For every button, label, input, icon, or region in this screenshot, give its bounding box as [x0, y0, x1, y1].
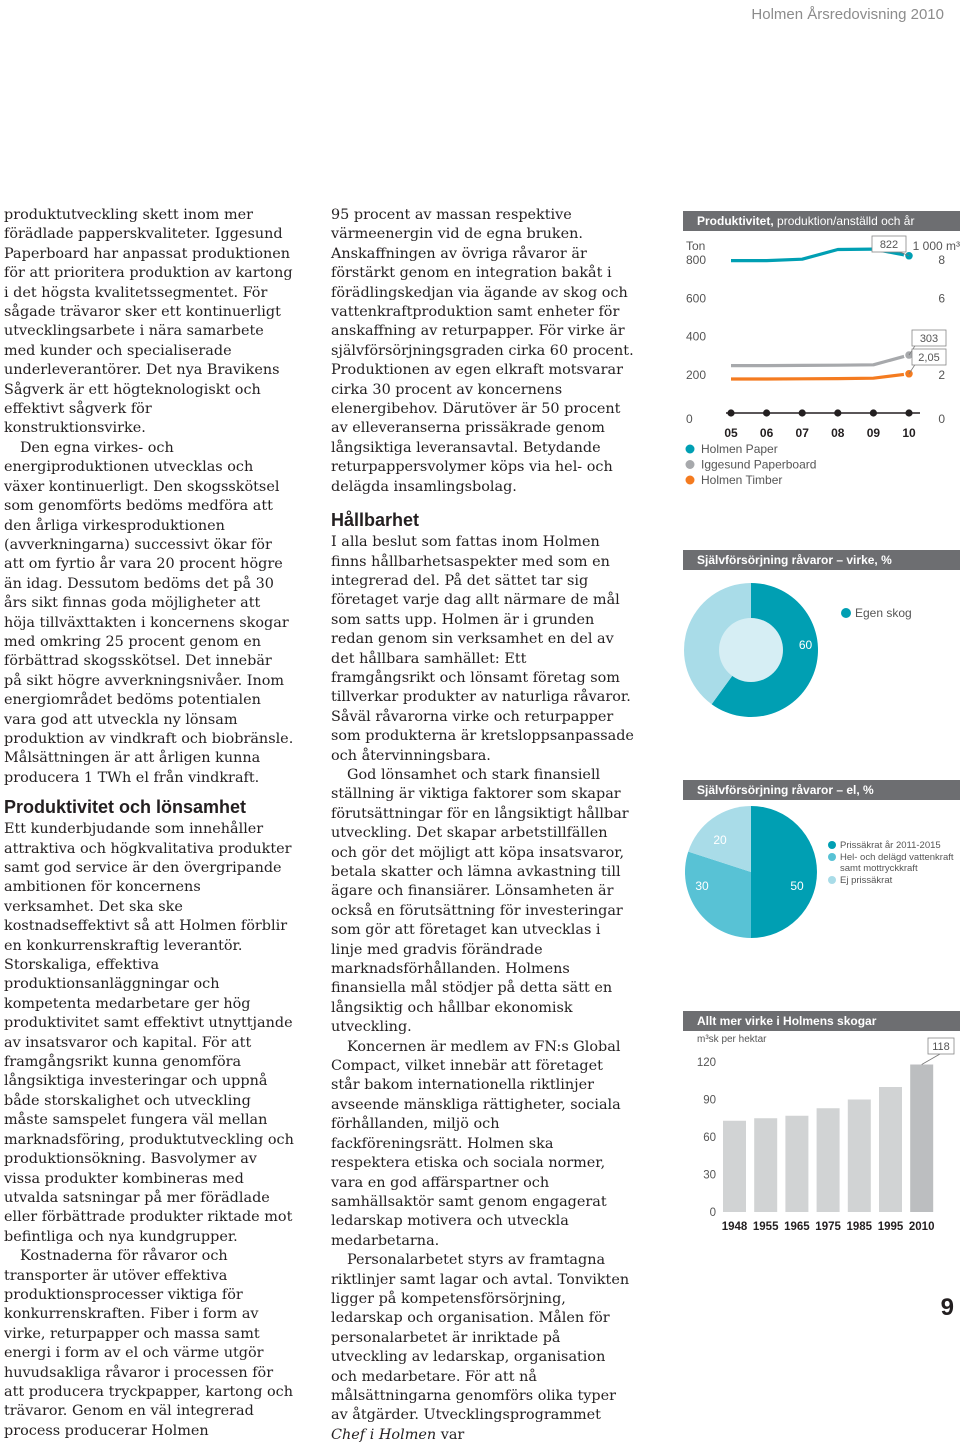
- paragraph: Kostnaderna för råvaror och transporter är utöver effektiva produktionsprocesser viktiga för konkurrenskraften. Fiber i form av virke, returpapper och massa samt energi i form av el och värme utgör huvudsakliga råvaror i processen för att producera tryckpapper, kartong och trävaror. Genom en väl integrerad process producerar Holmen: [4, 1247, 294, 1441]
- paragraph: Den egna virkes- och energiproduktionen utvecklas och växer kontinuerligt. Den skogsskötsel som genomförts bedöms medföra att den årliga virkesproduktionen (avverkningarna) successivt ökar för att om fyrtio år vara 20 procent högre än idag. Dessutom bedöms det på 30 års sikt finnas goda möjligheter att höja tillväxttakten i koncernens skogar med omkring 25 procent genom en förbättrad skogsskötsel. Det innebär på sikt högre avverkningsnivåer. Inom energiområdet bedöms potentialen vara god att utveckla ny lönsam produktion av vindkraft och biobränsle. Målsättningen är att årligen kunna producera 1 TWh el från vindkraft.: [4, 439, 294, 788]
- x-axis-dot: [727, 409, 734, 416]
- y-tick-label: 30: [703, 1170, 716, 1182]
- bar: [910, 1065, 933, 1213]
- y-tick-label: 0: [710, 1207, 716, 1219]
- x-tick-label: 2010: [909, 1221, 935, 1233]
- document-header-title: Holmen Årsredovisning 2010: [751, 6, 944, 23]
- section-heading-produktivitet: Produktivitet och lönsamhet: [4, 796, 294, 818]
- pie-slice-label: 50: [790, 879, 804, 893]
- legend-label: Ej prissäkrat: [840, 875, 893, 886]
- bar: [817, 1108, 840, 1212]
- x-tick-label: 09: [867, 426, 881, 440]
- y-tick-right: 2: [938, 368, 945, 382]
- legend-label: Holmen Paper: [701, 442, 778, 456]
- x-tick-label: 1975: [815, 1221, 841, 1233]
- bar-value-label: 118: [932, 1041, 950, 1053]
- legend-marker: [841, 608, 851, 618]
- chart-title-text: Allt mer virke i Holmens skogar: [697, 1014, 876, 1028]
- legend-marker: [686, 476, 695, 485]
- legend-marker: [686, 445, 695, 454]
- paragraph: produktutveckling skett inom mer förädlade papperskvaliteter. Iggesund Paperboard har anpassat produktionen för att prioritera produktion av kartong i det högsta kvalitetssegmentet. För sågade trävaror sker ett kontinuerligt utvecklingsarbete i nära samarbete med kunder och specialiserade underleverantörer. Det nya Bravikens Sågverk är ett högteknologiskt och effektivt sågverk för konstruktionsvirke.: [4, 206, 294, 439]
- legend-label: Iggesund Paperboard: [701, 458, 816, 472]
- y-tick-label: 60: [703, 1132, 716, 1144]
- paragraph-text: Personalarbetet styrs av framtagna riktlinjer samt lagar och avtal. Tonvikten ligger på kompetensförsörjning, ledarskap och organisation. Målen för personalarbetet är inriktade på utveckling av ledarskap, organisation och medarbetare. För att nå målsättningarna genomförs olika typer av åtgärder. Utvecklingsprogrammet: [331, 1252, 629, 1423]
- paragraph: Ett kunderbjudande som innehåller attraktiva och högkvalitativa produkter samt god service är den övergripande ambitionen för koncernens verksamhet. Det ska ske kostnadseffektivt så att Holmen förblir en konkurrenskraftig leverantör. Storskaliga, effektiva produktionsanläggningar och kompetenta medarbetare ger hög produktivitet samt effektivt utnyttjande av insatsvaror och kapital. För att framgångsrikt kunna genomföra långsiktiga investeringar och uppnå både storskalighet och utveckling måste samspelet fungera väl mellan marknadsföring, produktutveckling och produktionsökning. Basvolymer av vissa produkter kombineras med utvalda satsningar på mer förädlade eller förbättrade produkter riktade mot befintliga och nya kundgrupper.: [4, 820, 294, 1247]
- x-tick-label: 1948: [722, 1221, 748, 1233]
- chart-title-bold: Produktivitet,: [697, 214, 774, 228]
- x-tick-label: 1965: [784, 1221, 810, 1233]
- series-end-label: 822: [880, 239, 898, 251]
- bar: [848, 1100, 871, 1213]
- bar: [723, 1121, 746, 1212]
- legend-label: Prissäkrat år 2011-2015: [840, 840, 941, 851]
- legend-label: Hel- och delägd vattenkraft: [840, 852, 954, 863]
- chart-title-text: Självförsörjning råvaror – virke, %: [697, 553, 892, 567]
- productivity-line-chart: [686, 236, 960, 487]
- x-axis-dot: [834, 409, 841, 416]
- section-heading-hallbarhet: Hållbarhet: [331, 509, 634, 531]
- paragraph-text: var: [436, 1427, 464, 1443]
- legend-label: Egen skog: [855, 606, 912, 620]
- paragraph: God lönsamhet och stark finansiell ställning är viktiga faktorer som skapar förutsättningar för en långsiktigt hållbar utveckling. Det skapar arbetstillfällen och gör det möjligt att köpa insatsvaror, betala skatter och lämna avkastning till ägare och finansiärer. Lönsamheten är också en förutsättning för investeringar som gör att företaget kan utvecklas i linje med gradvis förändrade marknadsförhållanden. Holmens finansiella mål stödjer på detta sätt en långsiktig och hållbar ekonomisk utveckling.: [331, 766, 634, 1038]
- x-tick-label: 05: [724, 426, 738, 440]
- x-axis-dot: [799, 409, 806, 416]
- y-axis-label-right: 1 000 m³: [913, 239, 960, 253]
- x-tick-label: 1955: [753, 1221, 779, 1233]
- x-axis-dot: [905, 409, 912, 416]
- series-line: [731, 374, 909, 379]
- y-tick-right: 0: [938, 412, 945, 426]
- page-number: 9: [941, 1294, 954, 1322]
- pie-center: [719, 618, 783, 682]
- legend-label: samt mottryckkraft: [840, 863, 918, 874]
- chart-title-rest: produktion/anställd och år: [774, 214, 915, 228]
- x-tick-label: 06: [760, 426, 774, 440]
- chart-title-text: Självförsörjning råvaror – el, %: [697, 783, 874, 797]
- x-tick-label: 1995: [878, 1221, 904, 1233]
- legend-marker: [828, 841, 836, 849]
- paragraph: Koncernen är medlem av FN:s Global Compact, vilket innebär att företaget står bakom internationella riktlinjer avseende mänskliga rättigheter, sociala förhållanden, miljö och fackföreningsrätt. Holmen ska respektera etiska och sociala normer, vara en god affärspartner och samhällsaktör samt genom engagerat ledarskap motivera och utveckla medarbetarna.: [331, 1038, 634, 1251]
- pie-slice-label: 30: [695, 879, 709, 893]
- legend-marker: [828, 876, 836, 884]
- legend-label: Holmen Timber: [701, 473, 782, 487]
- y-tick-label: 90: [703, 1095, 716, 1107]
- series-end-label: 2,05: [918, 352, 939, 364]
- pie-slice-label: 60: [799, 638, 813, 652]
- program-name: Chef i Holmen: [331, 1427, 436, 1443]
- bar: [754, 1118, 777, 1212]
- x-axis-dot: [870, 409, 877, 416]
- y-tick-left: 0: [686, 412, 693, 426]
- series-end-label: 303: [920, 333, 938, 345]
- y-tick-label: 120: [697, 1057, 716, 1069]
- wood-self-sufficiency-pie: [684, 583, 912, 717]
- callout-leader: [922, 1054, 940, 1065]
- x-tick-label: 10: [902, 426, 916, 440]
- x-axis-dot: [763, 409, 770, 416]
- bar: [879, 1087, 902, 1212]
- legend-marker: [828, 853, 836, 861]
- y-tick-left: 400: [686, 330, 706, 344]
- legend-marker: [686, 460, 695, 469]
- y-axis-label: m³sk per hektar: [697, 1034, 767, 1045]
- series-line: [731, 355, 909, 366]
- x-tick-label: 07: [796, 426, 810, 440]
- paragraph: 95 procent av massan respektive värmeenergin vid de egna bruken. Anskaffningen av övriga råvaror är förstärkt genom en integration bakåt i förädlingskedjan via ägande av skog och vattenkraftproduktion samt enheter för anskaffning av returpapper. För virke är självförsörjningsgraden cirka 60 procent. Produktionen av egen elkraft motsvarar cirka 30 procent av koncernens elenergibehov. Därutöver är 50 procent av elleveranserna prissäkrade genom långsiktiga leveransavtal. Betydande returpappersvolymer köps via hel- och delägda insamlingsbolag.: [331, 206, 634, 497]
- y-axis-label-left: Ton: [686, 239, 705, 253]
- pie-slice-label: 20: [713, 833, 727, 847]
- y-tick-left: 200: [686, 368, 706, 382]
- x-tick-label: 1985: [847, 1221, 873, 1233]
- electricity-self-sufficiency-pie: [685, 806, 954, 938]
- y-tick-left: 600: [686, 291, 706, 305]
- pie-slice: [751, 806, 817, 938]
- paragraph: I alla beslut som fattas inom Holmen finns hållbarhetsaspekter med som en integrerad del. På det sättet tar sig företaget varje dag allt närmare de mål som satts upp. Holmen är i grunden redan genom sin verksamhet en del av det hållbara samhället: Ett framgångsrikt och lönsamt företag som tillverkar produkter av naturliga råvaror. Såväl råvarorna virke och returpapper som produkterna är kretsloppsanpassade och återvinningsbara.: [331, 533, 634, 766]
- bar: [785, 1116, 808, 1212]
- x-tick-label: 08: [831, 426, 845, 440]
- forest-volume-bar-chart: [697, 1034, 954, 1233]
- y-tick-left: 800: [686, 253, 706, 267]
- y-tick-right: 8: [938, 253, 945, 267]
- y-tick-right: 6: [938, 291, 945, 305]
